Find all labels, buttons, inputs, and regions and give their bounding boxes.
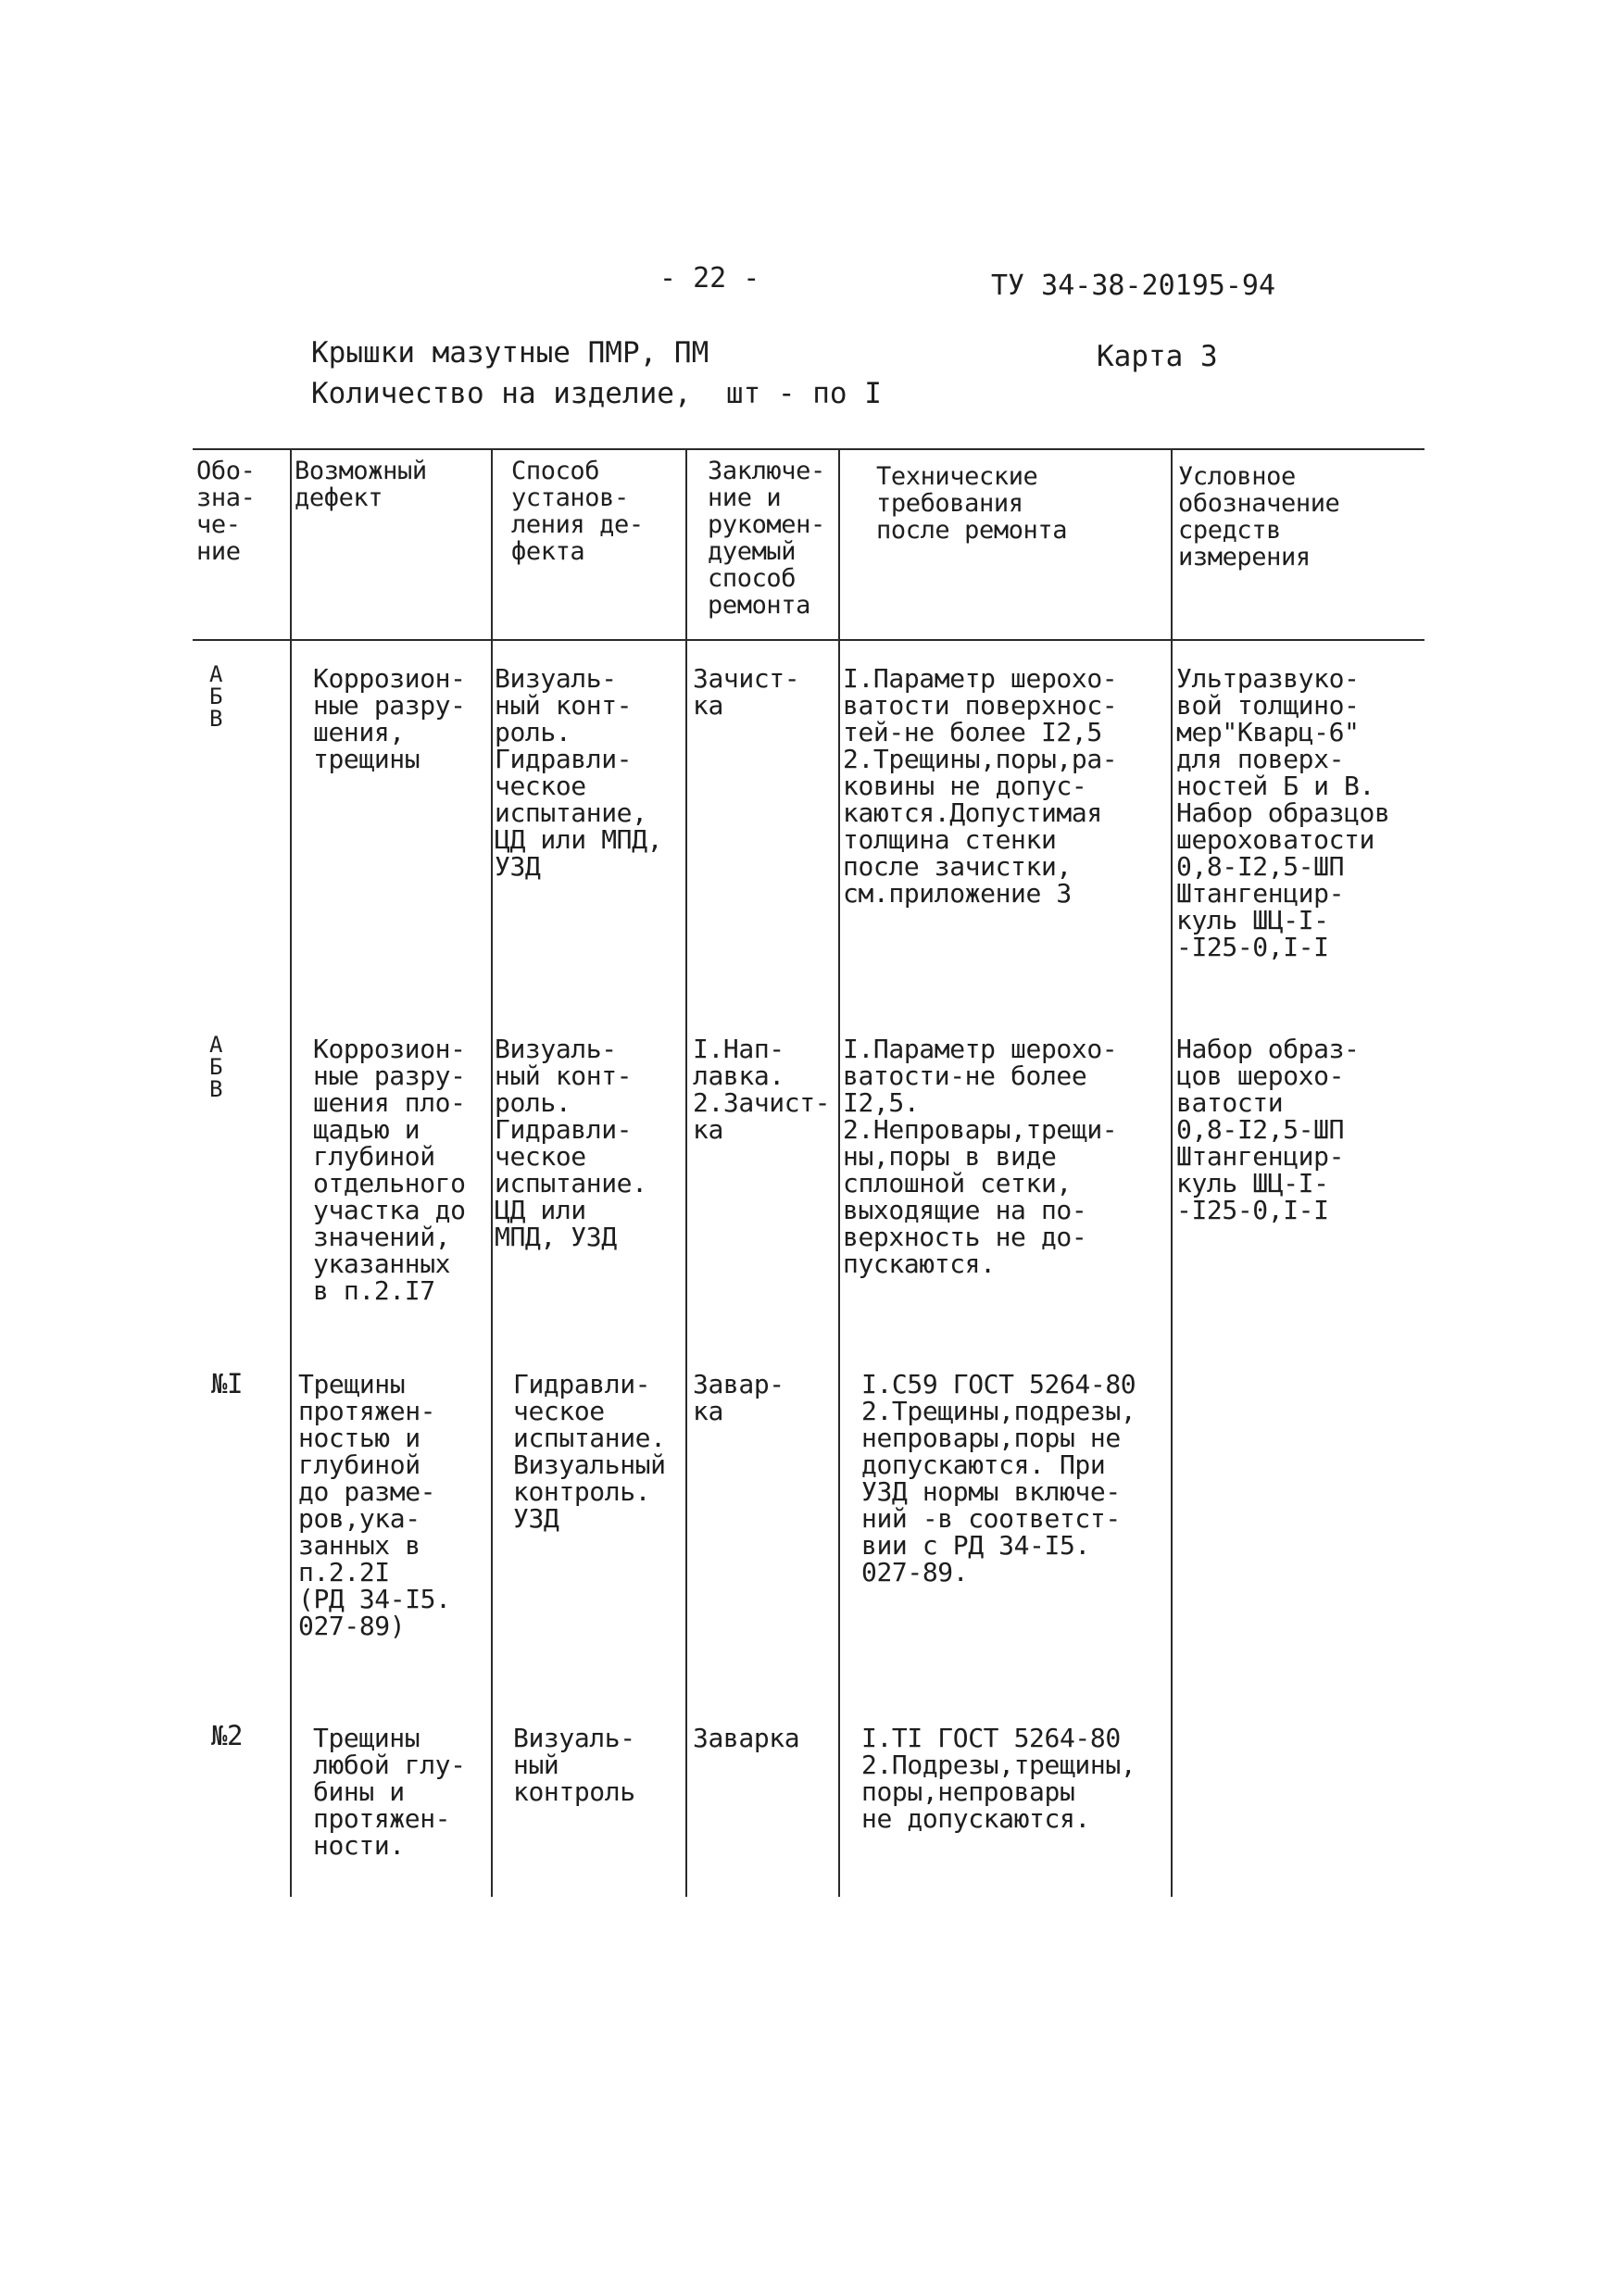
- row-1-designation: А Б В: [209, 661, 223, 732]
- row-3-detection-method: Гидравли- ческое испытание. Визуальный контроль. УЗД: [513, 1369, 666, 1534]
- table-top-rule: [193, 448, 1424, 450]
- table-header-rule: [193, 639, 1424, 641]
- header-instruments: Условное обозначение средств измерения: [1178, 462, 1340, 571]
- header-detection-method: Способ установ- ления де- фекта: [511, 457, 644, 566]
- row-4-designation: №2: [211, 1720, 244, 1751]
- header-defect: Возможный дефект: [295, 457, 427, 512]
- page-number: - 22 -: [659, 262, 760, 295]
- row-2-detection-method: Визуаль- ный конт- роль. Гидравли- ческое испытание. ЦД или МПД, УЗД: [495, 1034, 647, 1252]
- column-divider: [491, 450, 493, 1897]
- column-divider: [290, 450, 292, 1897]
- row-3-repair-method: Завар- ка: [693, 1369, 784, 1426]
- row-2-designation: А Б В: [209, 1032, 223, 1102]
- header-designation: Обо- зна- че- ние: [196, 457, 256, 566]
- row-2-repair-method: I.Нап- лавка. 2.Зачист- ка: [693, 1034, 831, 1145]
- row-1-detection-method: Визуаль- ный конт- роль. Гидравли- ческое испытание, ЦД или МПД, УЗД: [495, 663, 663, 882]
- row-4-detection-method: Визуаль- ный контроль: [513, 1723, 635, 1807]
- quantity-line: Количество на изделие, шт - по I: [311, 377, 882, 410]
- row-3-defect: Трещины протяжен- ностью и глубиной до разме- ров,ука- занных в п.2.2I (РД 34-I5. 027-89): [298, 1369, 451, 1641]
- card-number: Карта 3: [1097, 340, 1218, 373]
- row-1-defect: Коррозион- ные разру- шения, трещины: [313, 663, 466, 774]
- header-requirements: Технические требования после ремонта: [876, 462, 1068, 545]
- row-4-repair-method: Заварка: [693, 1723, 800, 1753]
- row-2-requirements: I.Параметр шерохо- ватости-не более I2,5. 2.Непровары,трещи- ны,поры в виде сплошной сетки, выходящие на по- верхность не до- пускаются.: [843, 1034, 1118, 1279]
- product-title: Крышки мазутные ПМР, ПМ: [311, 336, 709, 370]
- document-code: ТУ 34-38-20195-94: [991, 270, 1276, 302]
- row-1-repair-method: Зачист- ка: [693, 663, 800, 721]
- column-divider: [1171, 450, 1173, 1897]
- row-1-requirements: I.Параметр шерохо- ватости поверхнос- тей-не более I2,5 2.Трещины,поры,ра- ковины не допус- каются.Допустимая толщина стенки после зачистки, см.приложение 3: [843, 663, 1118, 909]
- row-4-defect: Трещины любой глу- бины и протяжен- ности.: [313, 1723, 466, 1861]
- row-4-requirements: I.TI ГОСТ 5264-80 2.Подрезы,трещины, поры,непровары не допускаются.: [861, 1723, 1136, 1834]
- column-divider: [838, 450, 840, 1897]
- header-repair-method: Заключе- ние и рукомен- дуемый способ ремонта: [708, 457, 825, 620]
- row-2-instruments: Набор образ- цов шерохо- ватости 0,8-I2,5-ШП Штангенцир- куль ШЦ-I- -I25-0,I-I: [1176, 1034, 1360, 1225]
- row-3-designation: №I: [211, 1368, 244, 1399]
- row-2-defect: Коррозион- ные разру- шения пло- щадью и глубиной отдельного участка до значений, указанных в п.2.I7: [313, 1034, 466, 1306]
- row-3-requirements: I.С59 ГОСТ 5264-80 2.Трещины,подрезы, непровары,поры не допускаются. При УЗД нормы включе- ний -в соответст- вии с РД 34-I5. 027-89.: [861, 1369, 1136, 1587]
- row-1-instruments: Ультразвуко- вой толщино- мер"Кварц-6" для поверх- ностей Б и В. Набор образцов шероховатости 0,8-I2,5-ШП Штангенцир- куль ШЦ-I- -I25-0,I-I: [1176, 663, 1390, 962]
- column-divider: [685, 450, 687, 1897]
